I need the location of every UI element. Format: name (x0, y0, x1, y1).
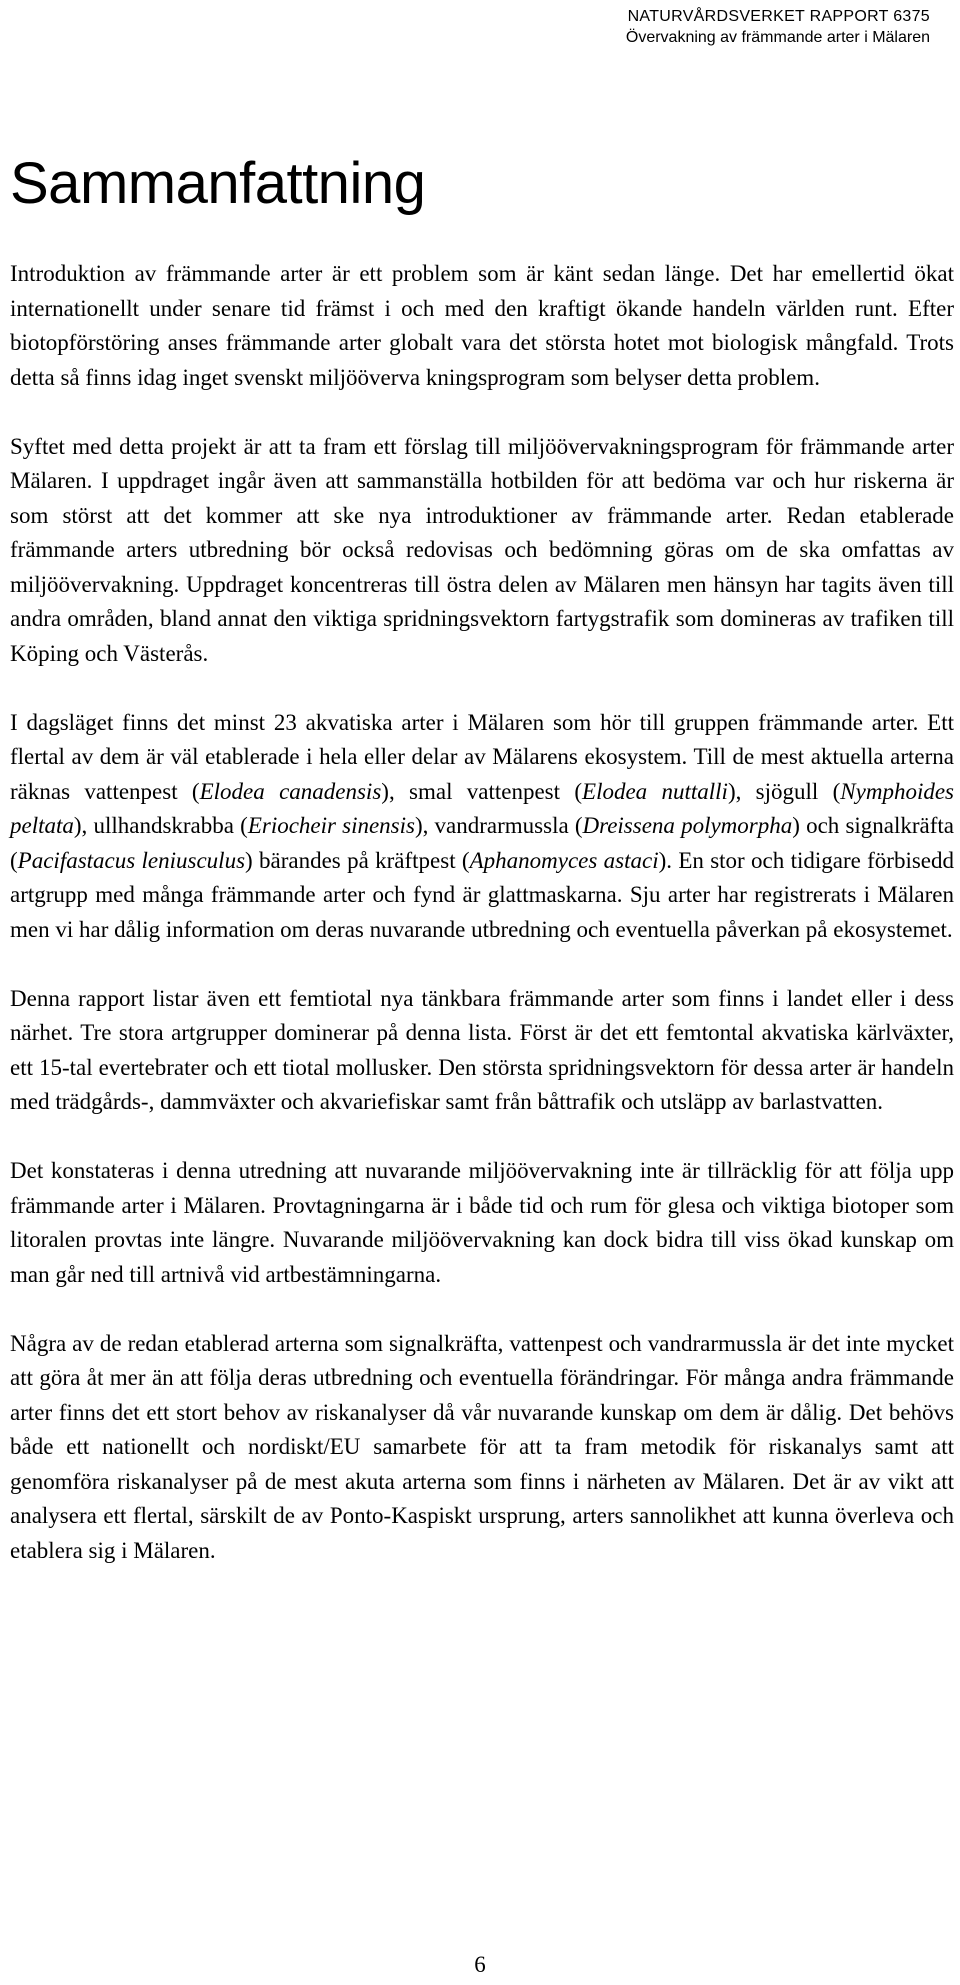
summary-paragraph (10, 430, 954, 672)
species-name: Eriocheir sinensis (247, 813, 415, 838)
species-name: Elodea nuttalli (582, 778, 728, 804)
paragraph-text: Syftet med detta projekt är att ta fram ett förslag till miljöövervakningsprogram för främmande arter Mälaren. I uppdraget ingår även att sammanställa hotbilden för att bedöma var och hur riskerna är som störst att det kommer att ske nya introduktioner av främmande arter. Redan etablerade främmande arters utbredning bör också redovisas och bedömning göras om de ska omfattas av miljöövervakning. Uppdraget koncentreras till östra delen av Mälaren men hänsyn har tagits även till andra områden, bland annat den viktiga spridningsvektorn fartygstrafik som domineras av trafiken till Köping och Västerås. (10, 433, 954, 666)
paragraph-text: Denna rapport listar även ett femtiotal nya tänkbara främmande arter som finns i landet eller i dess närhet. Tre stora artgrupper dominerar på denna lista. Först är det ett femtontal akvatiska kärlväxter, ett 15-tal evertebrater och ett tiotal mollusker. Den största spridningsvektorn för dessa arter är handeln med trädgårds-, dammväxter och akvariefiskar samt från båttrafik och utsläpp av barlastvatten. (10, 985, 954, 1114)
species-name: Nymphoides peltata (10, 778, 954, 838)
summary-paragraph (10, 257, 954, 395)
report-title-label: Övervakning av främmande arter i Mälaren (625, 29, 930, 46)
paragraph-text: ), ullhandskrabba ( (73, 813, 248, 838)
summary-body (10, 257, 954, 1568)
species-name: Elodea canadensis (199, 778, 382, 804)
report-series-label: NATURVÅRDSVERKET RAPPORT 6375 (627, 8, 930, 25)
species-name: Pacifastacus leniusculus (17, 847, 246, 873)
running-header (626, 6, 930, 48)
species-name: Dreissena polymorpha (582, 813, 793, 838)
paragraph-text: Några av de redan etablerad arterna som signalkräfta, vattenpest och vandrarmussla är det inte mycket att göra åt mer än att följa deras utbredning och eventuella förändringar. För många andra främmande arter finns det ett stort behov av riskanalyser då vår nuvarande kunskap om dem är dålig. Det behövs både ett nationellt och nordiskt/EU samarbete för att ta fram metodik för riskanalys samt att genomföra riskanalyser på de mest akuta arterna som finns i närheten av Mälaren. Det är av vikt att analysera ett flertal, särskilt de av Ponto-Kaspiskt ursprung, arters sannolikhet att kunna överleva och etablera sig i Mälaren. (10, 1330, 954, 1563)
summary-paragraph (10, 1327, 954, 1569)
paragraph-text: ), vandrarmussla ( (414, 813, 583, 838)
paragraph-text: ). En stor och tidigare förbisedd artgrupp med många främmande arter och fynd är glattmaskarna. Sju arter har registrerats i Mälaren men vi har dålig information om deras nuvarande utbredning och eventuella påverkan på ekosystemet. (10, 847, 955, 942)
paragraph-text: ), smal vattenpest ( (381, 778, 583, 804)
paragraph-text: Det konstateras i denna utredning att nuvarande miljöövervakning inte är tillräcklig för att följa upp främmande arter i Mälaren. Provtagningarna är i både tid och rum för glesa och viktiga biotoper som litoralen provtas inte längre. Nuvarande miljöövervakning kan dock bidra till viss ökad kunskap om man går ned till artnivå vid artbestämningarna. (10, 1158, 954, 1287)
summary-paragraph (10, 1154, 954, 1292)
section-title: Sammanfattning (10, 151, 426, 216)
paragraph-text: I dagsläget finns det minst 23 akvatiska arter i Mälaren som hör till gruppen främmande arter. Ett flertal av dem är väl etablerade i hela eller delar av Mälarens ekosystem. Till de mest aktuella arterna räknas vattenpest ( (10, 709, 954, 804)
summary-paragraph (10, 982, 954, 1120)
page-number: 6 (474, 1952, 486, 1977)
paragraph-text: ), sjögull ( (727, 778, 841, 804)
species-name: Aphanomyces astaci (469, 847, 659, 873)
paragraph-text: Introduktion av främmande arter är ett problem som är känt sedan länge. Det har emellertid ökat internationellt under senare tid främst i och med den kraftigt ökande handeln världen runt. Efter biotopförstöring anses främmande arter globalt vara det största hotet mot biologisk mångfald. Trots detta så finns idag inget svenskt miljööverva kningsprogram som belyser detta problem. (10, 261, 954, 390)
paragraph-text: ) och signalkräfta ( (10, 813, 955, 873)
paragraph-text: ) bärandes på kräftpest ( (245, 847, 470, 873)
summary-paragraph (10, 706, 954, 948)
